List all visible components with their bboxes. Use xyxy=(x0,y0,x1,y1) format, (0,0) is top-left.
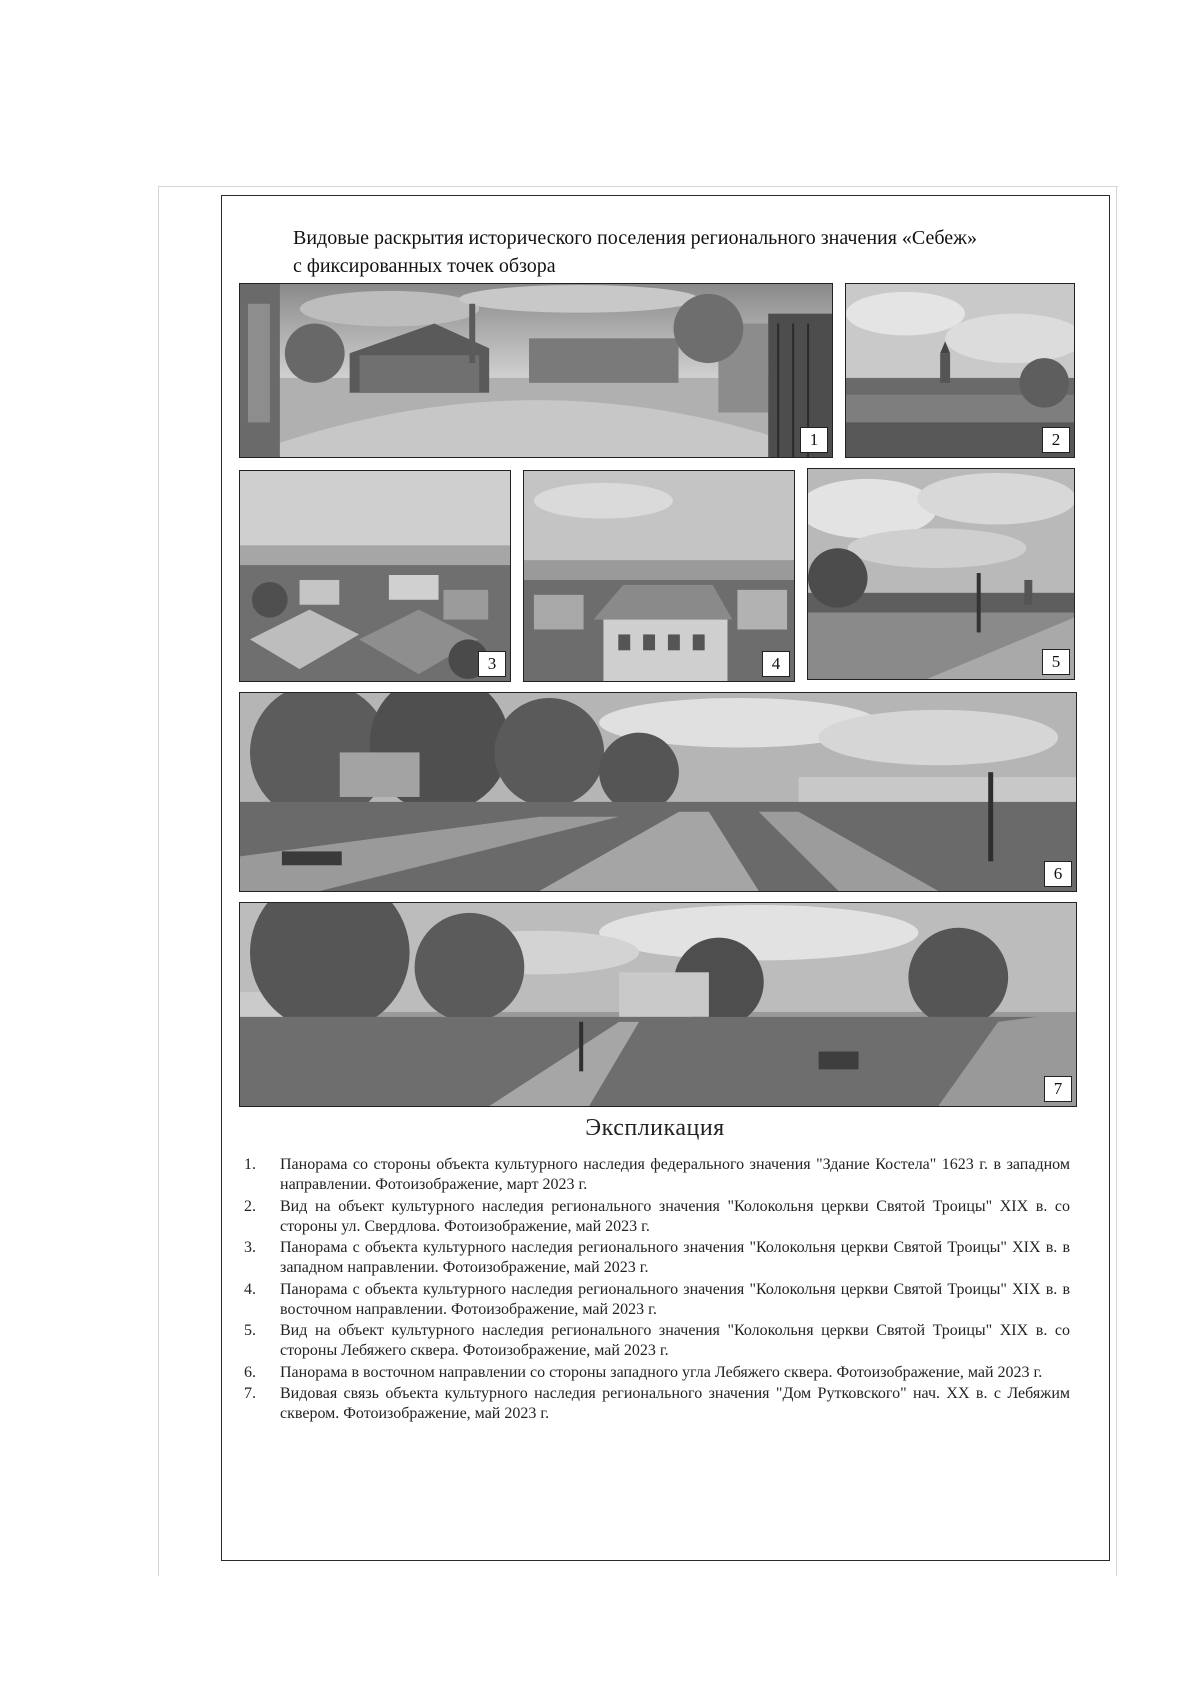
page-title xyxy=(293,224,1053,280)
photo-3-aerial-west xyxy=(239,470,511,682)
explication-item-index: 5. xyxy=(244,1322,256,1339)
explication-item xyxy=(240,1384,1070,1424)
explication-item xyxy=(240,1321,1070,1361)
explication-item-index: 1. xyxy=(244,1156,256,1173)
scan-edge-left xyxy=(158,186,159,1576)
explication-item-text: Видовая связь объекта культурного наследия регионального значения "Дом Рутковского" нач. XX в. с Лебяжим сквером. Фотоизображение, май 2023 г. xyxy=(280,1385,1071,1422)
photo-7-rutkovsky-house-view xyxy=(239,902,1077,1107)
explication-item-text: Панорама с объекта культурного наследия регионального значения "Колокольня церкви Святой Троицы" XIX в. в восточном направлении. Фотоизображение, май 2023 г. xyxy=(280,1280,1070,1318)
photo-1-street-panorama xyxy=(239,283,833,458)
explication-item xyxy=(240,1280,1070,1320)
photo-number-badge: 7 xyxy=(1044,1076,1072,1102)
photo-2-bell-tower-view xyxy=(845,283,1075,458)
page-title-line-2: с фиксированных точек обзора xyxy=(293,255,556,277)
explication-item xyxy=(240,1238,1070,1278)
photo-number-badge: 1 xyxy=(800,427,828,453)
explication-item xyxy=(240,1197,1070,1237)
explication-item-text: Панорама с объекта культурного наследия регионального значения "Колокольня церкви Святой Троицы" XIX в. в западном направлении. Фотоизображение, май 2023 г. xyxy=(280,1239,1070,1276)
photo-number-badge: 6 xyxy=(1044,861,1072,887)
scan-edge-right xyxy=(1116,186,1117,1576)
explication-item xyxy=(240,1363,1070,1383)
photo-6-east-panorama xyxy=(239,692,1077,892)
explication-item xyxy=(240,1155,1070,1195)
explication-item-index: 7. xyxy=(244,1385,256,1402)
photo-number-badge: 4 xyxy=(762,651,790,677)
photo-number-badge: 2 xyxy=(1042,427,1070,453)
photo-4-aerial-east xyxy=(523,470,795,682)
page-title-line-1: Видовые раскрытия исторического поселения регионального значения «Себеж» xyxy=(293,227,978,249)
scan-edge-top xyxy=(158,186,1118,187)
photo-5-square-view xyxy=(807,468,1075,680)
explication-item-text: Панорама в восточном направлении со стороны западного угла Лебяжего сквера. Фотоизображение, май 2023 г. xyxy=(280,1363,1043,1381)
explication-heading: Экспликация xyxy=(585,1115,725,1141)
explication-item-index: 6. xyxy=(244,1363,256,1381)
photo-number-badge: 5 xyxy=(1042,649,1070,675)
explication-list xyxy=(240,1155,1070,1426)
explication-item-index: 2. xyxy=(244,1197,256,1215)
explication-item-index: 4. xyxy=(244,1280,256,1298)
explication-item-text: Вид на объект культурного наследия регионального значения "Колокольня церкви Святой Троицы" XIX в. со стороны ул. Свердлова. Фотоизображение, май 2023 г. xyxy=(280,1197,1070,1235)
explication-item-text: Вид на объект культурного наследия регионального значения "Колокольня церкви Святой Троицы" XIX в. со стороны Лебяжего сквера. Фотоизображение, май 2023 г. xyxy=(280,1322,1070,1359)
explication-item-index: 3. xyxy=(244,1239,256,1256)
photo-number-badge: 3 xyxy=(478,651,506,677)
explication-item-text: Панорама со стороны объекта культурного наследия федерального значения "Здание Костела" 1623 г. в западном направлении. Фотоизображение, март 2023 г. xyxy=(280,1156,1070,1193)
